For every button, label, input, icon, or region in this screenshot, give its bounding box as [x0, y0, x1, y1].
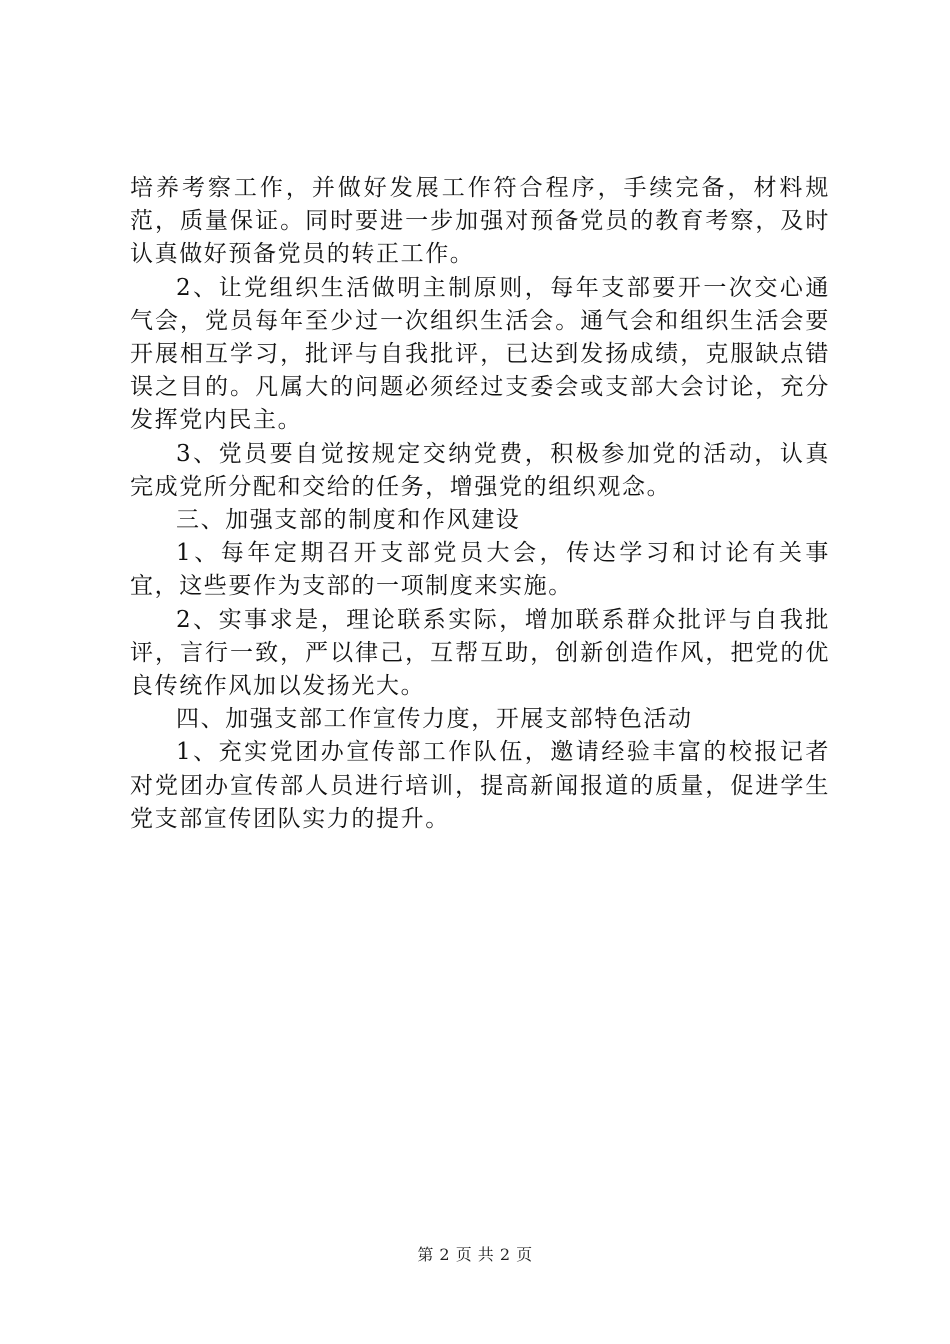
paragraph-item-3-2: 2、实事求是，理论联系实际，增加联系群众批评与自我批评，言行一致，严以律己，互帮互助，创新创造作风，把党的优良传统作风加以发扬光大。	[130, 606, 830, 700]
paragraph-item-4-1: 1、充实党团办宣传部工作队伍，邀请经验丰富的校报记者对党团办宣传部人员进行培训，提高新闻报道的质量，促进学生党支部宣传团队实力的提升。	[130, 739, 830, 832]
section-heading-4: 四、加强支部工作宣传力度，开展支部特色活动	[176, 706, 693, 733]
paragraph-item-2: 2、让党组织生活做明主制原则，每年支部要开一次交心通气会，党员每年至少过一次组织生活会。通气会和组织生活会要开展相互学习，批评与自我批评，已达到发扬成绩，克服缺点错误之目的。凡属大的问题必须经过支委会或支部大会讨论，充分发挥党内民主。	[130, 274, 830, 434]
page-number-footer: 第 2 页 共 2 页	[417, 1245, 533, 1264]
paragraph-item-3: 3、党员要自觉按规定交纳党费，积极参加党的活动，认真完成党所分配和交给的任务，增强党的组织观念。	[130, 440, 830, 500]
section-heading-3: 三、加强支部的制度和作风建设	[176, 507, 521, 534]
paragraph-continuation: 培养考察工作，并做好发展工作符合程序，手续完备，材料规范，质量保证。同时要进一步加强对预备党员的教育考察，及时认真做好预备党员的转正工作。	[130, 175, 830, 268]
paragraph-item-3-1: 1、每年定期召开支部党员大会，传达学习和讨论有关事宜，这些要作为支部的一项制度来实施。	[130, 540, 830, 600]
document-body	[130, 172, 830, 836]
